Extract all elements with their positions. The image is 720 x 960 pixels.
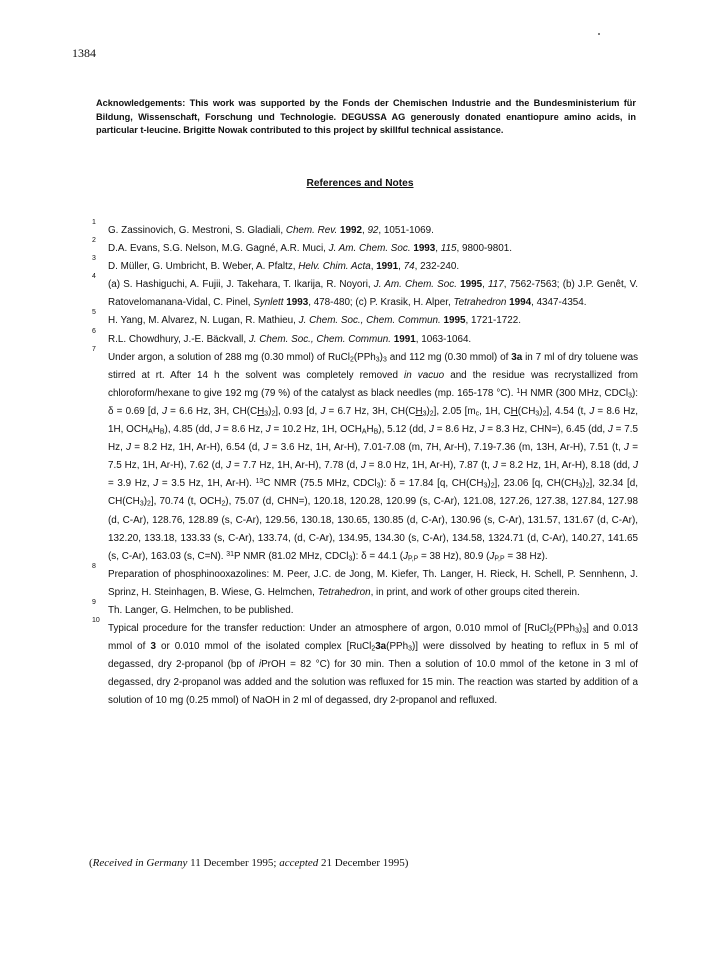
reference-number: 4 bbox=[92, 273, 96, 281]
acknowledgements-label: Acknowledgements: bbox=[96, 98, 186, 108]
scan-artifact-dot bbox=[598, 33, 600, 35]
reference-item bbox=[92, 327, 638, 349]
references-list bbox=[92, 219, 639, 711]
reference-item bbox=[92, 219, 638, 240]
reference-text: D.A. Evans, S.G. Nelson, M.G. Gagné, A.R. Muci, J. Am. Chem. Soc. 1993, 115, 9800-9801. bbox=[108, 243, 513, 255]
reference-number: 6 bbox=[92, 327, 96, 335]
reference-number: 1 bbox=[92, 219, 96, 226]
acknowledgements-text: This work was supported by the Fonds der Chemischen Industrie and the Bundesministerium für Bildung, Wissenschaft, Forschung und Technologie. DEGUSSA AG generously donated enantiopure amino acids, in particular t-leucine. Brigitte Nowak contributed to this project by skillful technical assistance. bbox=[96, 98, 636, 136]
reference-text: Under argon, a solution of 288 mg (0.30 mmol) of $RuCl_2(PPh_3)_3$ and 112 mg (0.30 mmol) of 3a in 7 ml of dry toluene was stirred at rt. After 14 h the solvent was completely removed in vacuo and the residue was recrystallized from chloroform/hexane to give 192 mg (79 %) of the catalyst as black needles (mp. 165-178 °C). $^1$H NMR (300 MHz, CDCl$_3$): δ = 0.69 [d, J = 6.6 Hz, 3H, $CH(CH_3)_2$], 0.93 [d, J = 6.7 Hz, 3H, $CH(CH_3)_2$], 2.05 [$m_c$, 1H, $CH(CH_3)_2$], 4.54 (t, J = 8.6 Hz, 1H, $OCH_AH_B$), 4.85 (dd, J = 8.6 Hz, J = 10.2 Hz, 1H, $OCH_AH_B$), 5.12 (dd, J = 8.6 Hz, J = 8.3 Hz, CHN=), 6.45 (dd, J = 7.5 Hz, J = 8.2 Hz, 1H, Ar-H), 6.54 (d, J = 3.6 Hz, 1H, Ar-H), 7.01-7.08 (m, 7H, Ar-H), 7.19-7.36 (m, 13H, Ar-H), 7.51 (t, J = 7.5 Hz, 1H, Ar-H), 7.62 (d, J = 7.7 Hz, 1H, Ar-H), 7.78 (d, J = 8.0 Hz, 1H, Ar-H), 7.87 (t, J = 8.2 Hz, 1H, Ar-H), 8.18 (dd, J = 3.9 Hz, J = 3.5 Hz, 1H, Ar-H). $^{13}$C NMR (75.5 MHz, CDCl$_3$): δ = 17.84 [q, $CH(CH_3)_2$], 23.06 [q, $CH(CH_3)_2$], 32.34 [d, $CH(CH_3)_2$], 70.74 (t, $OCH_2$), 75.07 (d, CHN=), 120.18, 120.28, 120.99 (s, C-Ar), 121.08, 127.26, 127.38, 127.84, 127.98 (d, C-Ar), 128.76, 128.89 (s, C-Ar), 129.56, 130.18, 130.65, 130.85 (d, C-Ar), 130.96 (s, C-Ar), 131.57, 131.67 (d, C-Ar), 132.20, 133.18, 133.33 (s, C-Ar), 133.74, (d, C-Ar), 134.95, 134.30 (s, C-Ar), 134.58, 1324.71 (d, C-Ar), 140.27, 141.65 (s, C-Ar), 163.03 (s, C=N). $^{31}$P NMR (81.02 MHz, CDCl$_3$): δ = 44.1 ($J_{P,P} = 38$ Hz), 80.9 ($J_{P,P} = 38$ Hz). bbox=[108, 351, 639, 563]
references-heading: References and Notes bbox=[306, 178, 414, 189]
reference-item bbox=[92, 617, 638, 710]
reference-text: G. Zassinovich, G. Mestroni, S. Gladiali, Chem. Rev. 1992, 92, 1051-1069. bbox=[108, 225, 434, 236]
reference-number: 5 bbox=[92, 309, 96, 317]
received-date: 11 December 1995; bbox=[187, 857, 280, 869]
reference-item bbox=[92, 345, 639, 566]
received-label: Received in Germany bbox=[92, 857, 188, 869]
reference-item bbox=[92, 237, 638, 258]
reference-number: 7 bbox=[92, 345, 96, 353]
acknowledgements bbox=[96, 97, 636, 138]
accepted-date: 21 December 1995) bbox=[318, 857, 409, 869]
reference-text: (a) S. Hashiguchi, A. Fujii, J. Takehara, T. Ikarija, R. Noyori, J. Am. Chem. Soc. 1995, 117, 7562-7563; (b) J.P. Genêt, V. Ratovelomanana-Vidal, C. Pinel, Synlett 1993, 478-480; (c) P. Krasik, H. Alper, Tetrahedron 1994, 4347-4354. bbox=[108, 279, 638, 309]
received-line bbox=[89, 857, 408, 869]
reference-text: R.L. Chowdhury, J.-E. Bäckvall, J. Chem. Soc., Chem. Commun. 1991, 1063-1064. bbox=[108, 333, 472, 345]
accepted-label: accepted bbox=[279, 857, 319, 869]
reference-text: H. Yang, M. Alvarez, N. Lugan, R. Mathieu, J. Chem. Soc., Chem. Commun. 1995, 1721-1722. bbox=[108, 315, 521, 327]
reference-item bbox=[92, 598, 638, 620]
received-open: ( bbox=[89, 857, 93, 869]
reference-item bbox=[92, 562, 638, 602]
reference-text: Th. Langer, G. Helmchen, to be published. bbox=[108, 604, 294, 616]
reference-item bbox=[92, 309, 638, 330]
reference-item bbox=[92, 255, 638, 276]
page-number: 1384 bbox=[72, 46, 96, 60]
reference-number: 9 bbox=[92, 598, 96, 606]
reference-text: D. Müller, G. Umbricht, B. Weber, A. Pfaltz, Helv. Chim. Acta, 1991, 74, 232-240. bbox=[108, 261, 460, 273]
reference-item bbox=[92, 273, 638, 312]
reference-number: 3 bbox=[92, 255, 96, 263]
reference-number: 8 bbox=[92, 562, 96, 570]
reference-text: Preparation of phosphinooxazolines: M. Peer, J.C. de Jong, M. Kiefer, Th. Langer, H. Rieck, H. Schell, P. Sennhenn, J. Sprinz, H. Steinhagen, B. Wiese, G. Helmchen, Tetrahedron, in print, and work of other groups cited therein. bbox=[108, 568, 638, 598]
reference-number: 2 bbox=[92, 237, 96, 245]
reference-text: Typical procedure for the transfer reduction: Under an atmosphere of argon, 0.010 mmol of $[RuCl_2(PPh_3)_3]$ and 0.013 mmol of 3 or 0.010 mmol of the isolated complex [RuCl$_2$3a(PPh$_3$)] were dissolved by heating to reflux in 5 ml of degassed, dry 2-propanol (bp of iPrOH = 82 °C) for 30 min. Then a solution of 10.0 mmol of the ketone in 3 ml of degassed, dry 2-propanol was added and the solution was refluxed for 15 min. The reaction was started by addition of a solution of 10 mg (0.25 mmol) of NaOH in 2 ml of degassed, dry 2-propanol and refluxed. bbox=[108, 623, 638, 707]
reference-number: 10 bbox=[92, 617, 100, 625]
